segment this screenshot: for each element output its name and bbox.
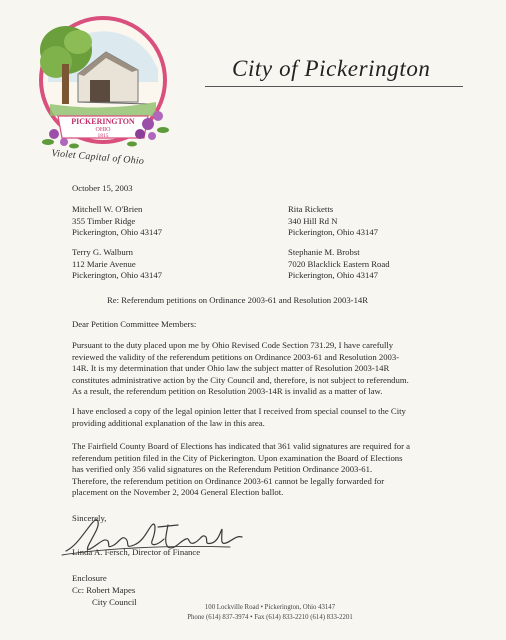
body-paragraph xyxy=(72,441,464,499)
recipient-street: 355 Timber Ridge xyxy=(72,215,136,226)
recipient-name: Stephanie M. Brobst xyxy=(288,247,360,257)
seal-text-year: 1815 xyxy=(97,133,109,139)
recipient-address xyxy=(72,204,162,239)
body-paragraph xyxy=(72,406,464,429)
recipient-street: 112 Marie Avenue xyxy=(72,258,136,269)
footer-phone: Phone (614) 837-3974 • Fax (614) 833-2210 (614) 833-2201 xyxy=(187,614,353,621)
body-line: placement on the November 2, 2004 General Election ballot. xyxy=(72,487,284,497)
recipient-name: Terry G. Walburn xyxy=(72,247,134,257)
letter-date: October 15, 2003 xyxy=(72,183,133,193)
letterhead-footer xyxy=(150,603,390,623)
recipient-name: Mitchell W. O'Brien xyxy=(72,204,143,214)
recipient-city: Pickerington, Ohio 43147 xyxy=(288,227,379,237)
body-line: I have enclosed a copy of the legal opinion letter that I received from special counsel to the City xyxy=(72,406,406,416)
body-line: referendum petition filed in the City of Pickerington. Upon examination the Board of Elections xyxy=(72,452,403,463)
seal-text-state: OHIO xyxy=(95,127,111,133)
recipient-city: Pickerington, Ohio 43147 xyxy=(72,227,163,237)
recipient-street: 7020 Blacklick Eastern Road xyxy=(288,258,390,269)
body-line: reviewed the validity of the referendum petitions on Ordinance 2003-61 and Resolution 2003- xyxy=(72,351,400,362)
recipient-name: Rita Ricketts xyxy=(288,204,334,214)
body-line: providing additional explanation of the law in this area. xyxy=(72,417,265,428)
cc-line: City Council xyxy=(92,597,137,607)
body-paragraph xyxy=(72,340,464,398)
recipient-street: 340 Hill Rd N xyxy=(288,215,338,226)
subject-line: Re: Referendum petitions on Ordinance 2003-61 and Resolution 2003-14R xyxy=(107,295,369,305)
closing: Sincerely, xyxy=(72,513,107,523)
recipient-address xyxy=(288,204,378,239)
body-line: Therefore, the referendum petition on Ordinance 2003-61 cannot be legally forwarded for xyxy=(72,475,385,486)
seal-text-name: PICKERINGTON xyxy=(71,117,135,126)
enclosure-note: Enclosure xyxy=(72,573,107,583)
recipient-city: Pickerington, Ohio 43147 xyxy=(72,270,163,280)
signer-name-title: Linda A. Fersch, Director of Finance xyxy=(72,547,201,557)
body-line: Pursuant to the duty placed upon me by Ohio Revised Code Section 731.29, I have carefully xyxy=(72,340,394,350)
letterhead-city-name: City of Pickerington xyxy=(232,56,431,81)
city-seal-logo xyxy=(28,12,178,172)
recipient-city: Pickerington, Ohio 43147 xyxy=(288,270,379,280)
cc-line: Cc: Robert Mapes xyxy=(72,585,136,595)
seal-caption: Violet Capital of Ohio xyxy=(51,148,145,168)
body-line: 14R. It is my determination that under Ohio law the subject matter of Resolution 2003-14R xyxy=(72,363,390,373)
footer-address: 100 Lockville Road • Pickerington, Ohio 43147 xyxy=(204,604,336,611)
salutation: Dear Petition Committee Members: xyxy=(72,319,197,329)
body-line: As a result, the referendum petition on Resolution 2003-14R is invalid as a matter of law. xyxy=(72,386,383,396)
body-line: The Fairfield County Board of Elections has indicated that 361 valid signatures are required for a xyxy=(72,441,410,451)
recipient-address xyxy=(288,247,390,282)
recipient-address xyxy=(72,247,162,282)
body-line: constitutes administrative action by the City Council and, therefore, is not subject to referendum. xyxy=(72,374,409,385)
letterhead-divider xyxy=(205,86,463,87)
body-line: has verified only 356 valid signatures on the Referendum Petition Ordinance 2003-61. xyxy=(72,464,373,474)
